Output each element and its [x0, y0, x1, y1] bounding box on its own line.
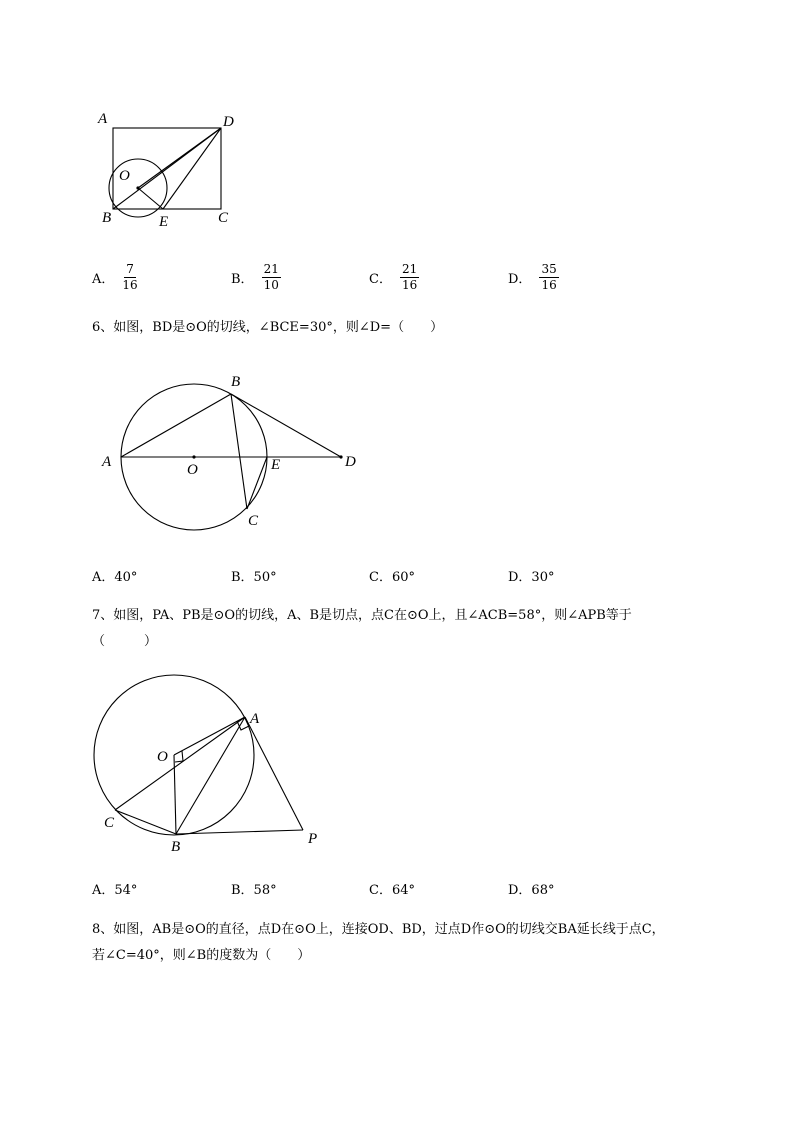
- q5-option-d-numerator: 35: [541, 262, 557, 276]
- q6-option-a: A．40°: [92, 570, 138, 585]
- q5-option-b-numerator: 21: [263, 262, 279, 276]
- q8-stem-line1: 8、如图，AB是⊙O的直径，点D在⊙O上，连接OD、BD，过点D作⊙O的切线交BA延长线于点C，: [92, 922, 665, 937]
- q7-option-d: D．68°: [508, 883, 555, 898]
- q5-option-c-letter: C．: [369, 271, 392, 287]
- q5-option-d-letter: D．: [508, 271, 532, 287]
- q5-option-c-denominator: 16: [401, 277, 418, 292]
- q7-option-a: A．54°: [92, 883, 138, 898]
- q5-option-a-letter: A．: [92, 271, 115, 287]
- q5-label-a: A: [98, 111, 108, 127]
- q6-option-d: D．30°: [508, 570, 555, 585]
- q7-stem-line1: 7、如图，PA、PB是⊙O的切线，A、B是切点，点C在⊙O上，且∠ACB=58°，则∠APB等于: [92, 608, 632, 623]
- q6-label-o: O: [187, 462, 198, 478]
- q6-option-c: C．60°: [369, 570, 415, 585]
- q7-segment-cb: [115, 810, 176, 834]
- q6-label-a: A: [102, 454, 112, 470]
- q7-label-b: B: [171, 839, 181, 855]
- q6-label-d: D: [345, 454, 356, 470]
- q5-label-c: C: [218, 210, 229, 226]
- q8-stem-line2: 若∠C=40°，则∠B的度数为（ ）: [92, 948, 311, 963]
- q5-label-b: B: [102, 210, 112, 226]
- q7-label-o: O: [157, 749, 168, 765]
- q7-option-c: C．64°: [369, 883, 415, 898]
- q6-label-c: C: [248, 513, 259, 529]
- q5-option-a-numerator: 7: [126, 262, 134, 276]
- q5-option-b-letter: B．: [231, 271, 254, 287]
- q7-stem-line2: （ ）: [92, 634, 158, 649]
- q7-segment-pa: [245, 717, 303, 830]
- q5-option-b-denominator: 10: [263, 277, 279, 292]
- q6-option-b: B．50°: [231, 570, 277, 585]
- q5-option-a-denominator: 16: [122, 277, 138, 292]
- q5-option-c-numerator: 21: [401, 262, 418, 276]
- q5-option-d-denominator: 16: [541, 277, 557, 292]
- q5-label-o: O: [119, 168, 130, 184]
- q7-label-a: A: [250, 711, 260, 727]
- q6-label-e: E: [271, 457, 281, 473]
- q5-label-e: E: [159, 214, 169, 230]
- q7-label-c: C: [104, 815, 115, 831]
- q7-option-b: B．58°: [231, 883, 277, 898]
- q7-segment-ca: [115, 717, 245, 810]
- q6-label-b: B: [231, 374, 241, 390]
- q7-label-p: P: [308, 831, 318, 847]
- q5-label-d: D: [223, 114, 234, 130]
- q6-stem: 6、如图，BD是⊙O的切线，∠BCE=30°，则∠D=（ ）: [92, 320, 444, 335]
- q7-segment-ab: [176, 717, 245, 834]
